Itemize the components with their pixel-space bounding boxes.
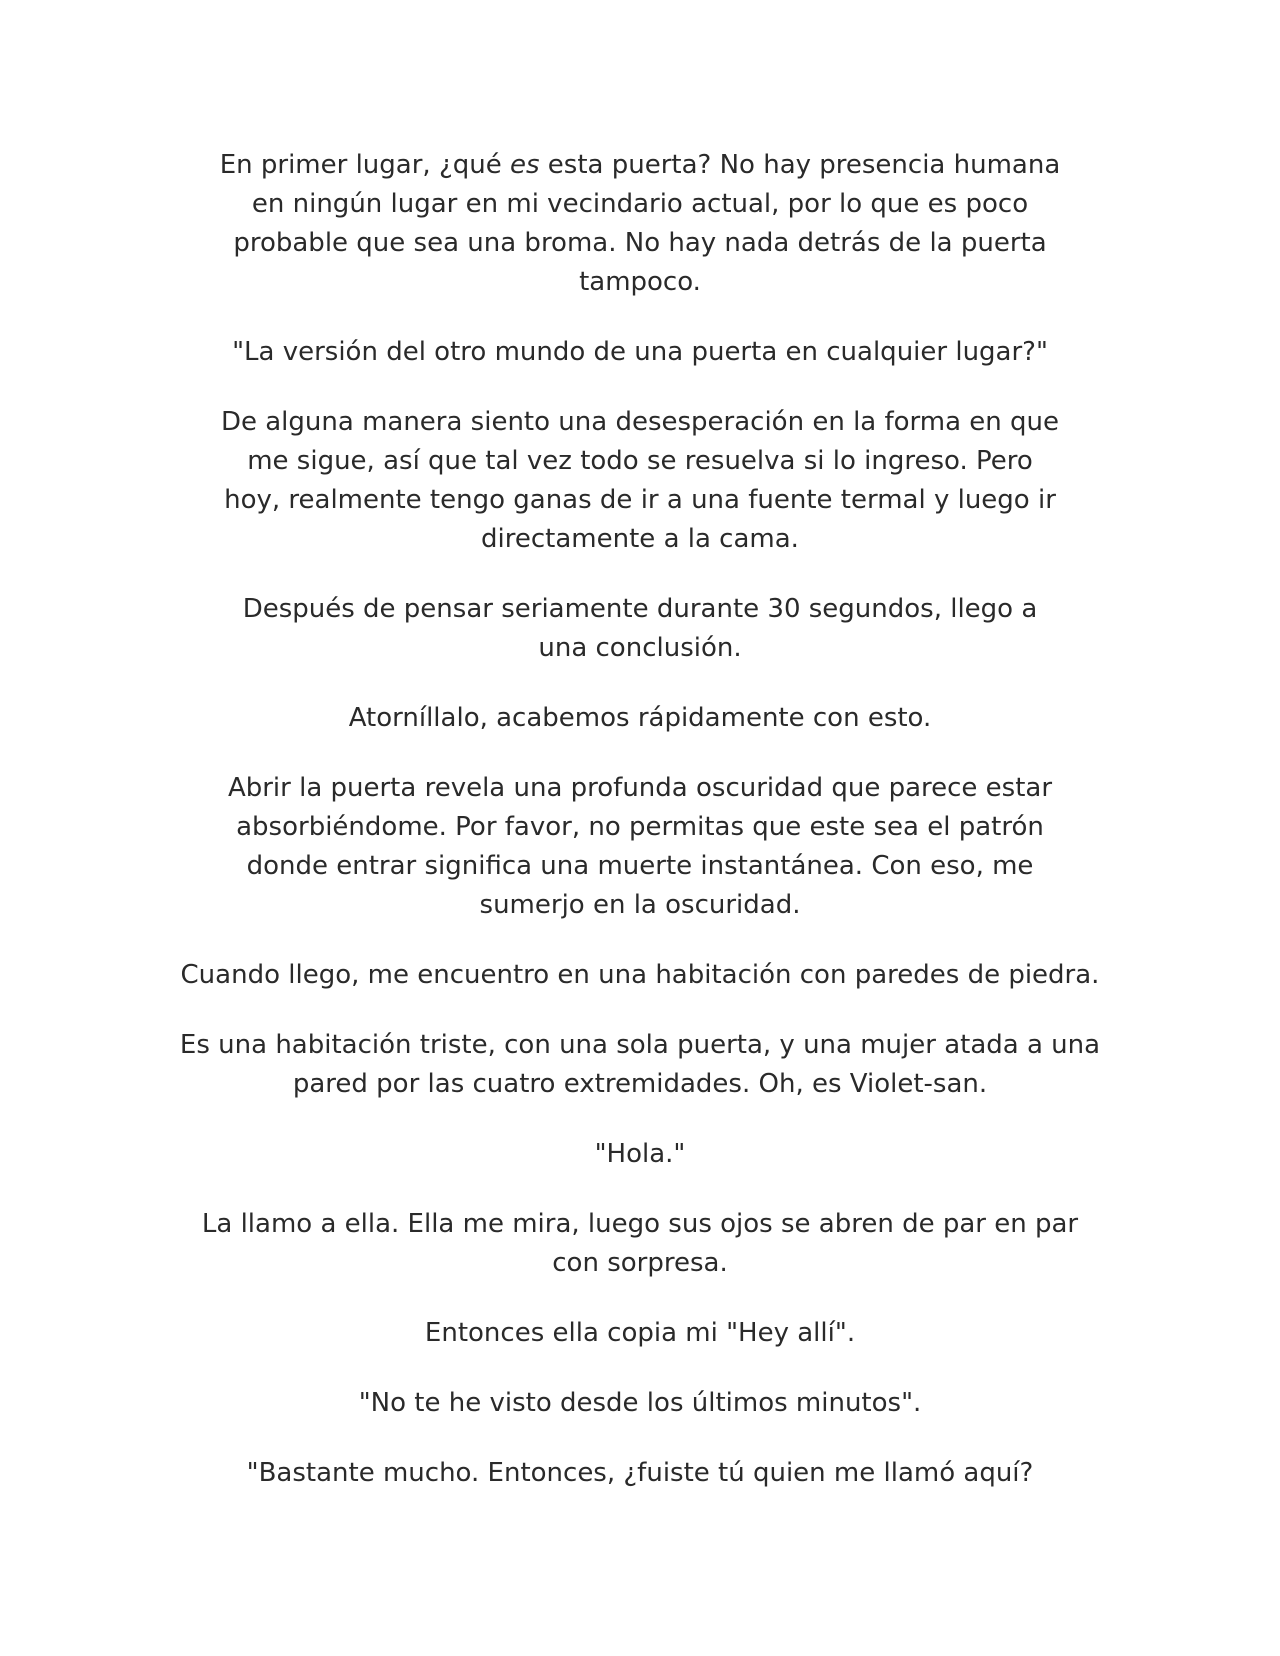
text-body: [175, 146, 1105, 1524]
paragraph: Después de pensar seriamente durante 30 segundos, llego a una conclusión.: [242, 594, 1038, 663]
paragraph: "La versión del otro mundo de una puerta en cualquier lugar?": [232, 337, 1048, 367]
paragraph: Abrir la puerta revela una profunda oscuridad que parece estar absorbiéndome. Por favor, no permitas que este sea el patrón donde entrar significa una muerte instantánea. Con eso, me sumerjo en la oscuridad.: [227, 773, 1053, 920]
paragraph: La llamo a ella. Ella me mira, luego sus ojos se abren de par en par con sorpresa.: [201, 1209, 1079, 1278]
paragraph: "Bastante mucho. Entonces, ¿fuiste tú quien me llamó aquí?: [246, 1458, 1034, 1488]
paragraph: "No te he visto desde los últimos minutos".: [358, 1388, 922, 1418]
paragraph: De alguna manera siento una desesperación en la forma en que me sigue, así que tal vez todo se resuelva si lo ingreso. Pero hoy, realmente tengo ganas de ir a una fuente termal y luego ir directamente a la cama.: [220, 407, 1060, 554]
paragraph: "Hola.": [594, 1139, 686, 1169]
paragraph: Cuando llego, me encuentro en una habitación con paredes de piedra.: [180, 960, 1100, 990]
paragraph: Entonces ella copia mi "Hey allí".: [424, 1318, 856, 1348]
paragraph: [210, 146, 1070, 302]
paragraph-text: En primer lugar, ¿qué: [219, 150, 510, 180]
paragraph: Es una habitación triste, con una sola puerta, y una mujer atada a una pared por las cuatro extremidades. Oh, es Violet-san.: [179, 1030, 1101, 1099]
emphasis-text: es: [509, 150, 540, 180]
paragraph-text: esta puerta? No hay presencia humana en ningún lugar en mi vecindario actual, por lo que es poco probable que sea una broma. No hay nada detrás de la puerta tampoco.: [233, 150, 1061, 297]
paragraph: Atorníllalo, acabemos rápidamente con esto.: [348, 703, 932, 733]
